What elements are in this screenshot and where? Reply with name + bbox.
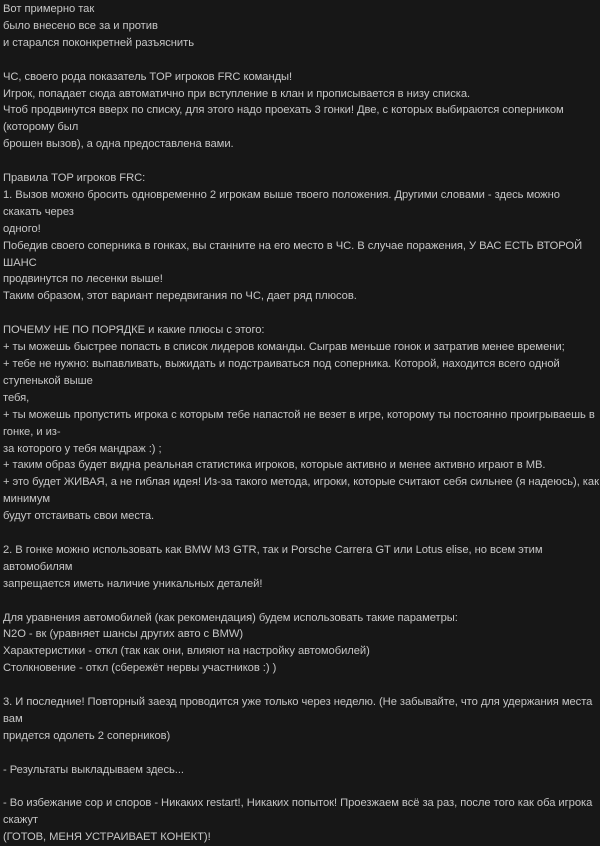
post-line: + таким образ будет видна реальная статистика игроков, которые активно и менее активно играют в МВ. [3, 459, 546, 472]
post-line: Игрок, попадает сюда автоматично при вступление в клан и прописывается в низу списка. [3, 87, 471, 100]
post-line: 3. И последние! Повторный заезд проводится уже только через неделю. (Не забывайте, что для удержания места вам [3, 696, 593, 725]
post-line: Характеристики - откл (так как они, влияют на настройку автомобилей) [3, 645, 370, 658]
blank-line [3, 593, 599, 610]
post-line: - Результаты выкладываем здесь... [3, 763, 184, 776]
post-line: и старался поконкретней разъяснить [3, 36, 194, 49]
post-line: придется одолеть 2 соперников) [3, 729, 171, 742]
post-line: ПОЧЕМУ НЕ ПО ПОРЯДКЕ и какие плюсы с этого: [3, 324, 265, 337]
blank-line [3, 52, 599, 69]
post-line: брошен вызов), а одна предоставлена вами. [3, 138, 234, 151]
post-line: + тебе не нужно: выпавливать, выжидать и подстраиваться под соперника. Которой, находится всего одной ступенькой выше [3, 357, 560, 387]
post-line: ЧС, своего рода показатель TOP игроков FRC команды! [3, 70, 293, 83]
post-line: Вот примерно так [3, 3, 95, 15]
post-line: Для уравнения автомобилей (как рекомендация) будем использовать такие параметры: [3, 611, 458, 624]
post-line: + это будет ЖИВАЯ, а не гиблая идея! Из-за такого метода, игроки, которые считают себя сильнее (я надеюсь), как минимум [3, 476, 599, 506]
blank-line [3, 677, 599, 694]
post-line: Победив своего соперника в гонках, вы станните на его место в ЧС. В случае поражения, У ВАС ЕСТЬ ВТОРОЙ ШАНС [3, 239, 583, 269]
post-line: + ты можешь пропустить игрока с которым тебе напастой не везет в игре, которому ты постоянно проигрываешь в гонке, и из- [3, 408, 595, 438]
post-line: + ты можешь быстрее попасть в список лидеров команды. Сыграв меньше гонок и затратив менее времени; [3, 341, 565, 354]
blank-line [3, 525, 599, 542]
post-line: Таким образом, этот вариант передвигания по ЧС, дает ряд плюсов. [3, 290, 357, 303]
post-line: Чтоб продвинутся вверх по списку, для этого надо проехать 3 гонки! Две, с которых выбираются соперником (которому был [3, 104, 564, 134]
post-line: N2O - вк (уравняет шансы других авто с BMW) [3, 628, 244, 641]
post-line: было внесено все за и против [3, 19, 158, 32]
blank-line [3, 779, 599, 796]
post-line: Столкновение - откл (сбережёт нервы участников :) ) [3, 662, 277, 675]
blank-line [3, 305, 599, 322]
post-line: (ГОТОВ, МЕНЯ УСТРАИВАЕТ КОНЕКТ)! [3, 831, 211, 844]
blank-line [3, 745, 599, 762]
post-line: 2. В гонке можно использовать как BMW M3 GTR, так и Porsche Carrera GT или Lotus elise, но всем этим автомобилям [3, 543, 543, 573]
post-line: Правила TOP игроков FRC: [3, 172, 146, 185]
post-line: запрещается иметь наличие уникальных деталей! [3, 577, 263, 590]
post-line: за которого у тебя мандраж :) ; [3, 442, 162, 455]
post-line: одного! [3, 222, 41, 235]
post-line: тебя, [3, 391, 30, 404]
post-line: будут отстаивать свои места. [3, 510, 155, 523]
post-line: 1. Вызов можно бросить одновременно 2 игрокам выше твоего положения. Другими словами - здесь можно скакать через [3, 188, 560, 218]
blank-line [3, 153, 599, 170]
post-line: продвинутся по лесенки выше! [3, 273, 163, 286]
post-line: - Во избежание сор и споров - Никаких restart!, Никаких попыток! Проезжаем всё за раз, после того как оба игрока скажут [3, 797, 593, 827]
